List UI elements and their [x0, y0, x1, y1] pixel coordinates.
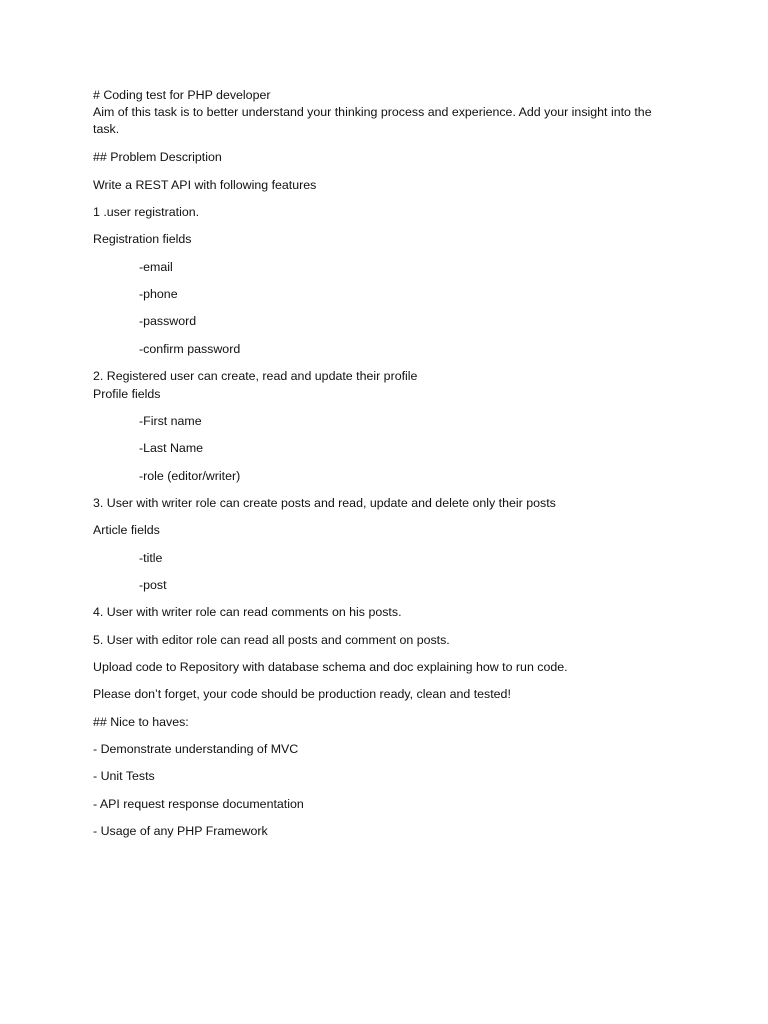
intro-text: Write a REST API with following features [93, 178, 317, 192]
nice-to-have-item: - Demonstrate understanding of MVC [93, 742, 299, 756]
feature-item-5: 5. User with editor role can read all posts and comment on posts. [93, 633, 450, 647]
document-title: # Coding test for PHP developer [93, 88, 271, 102]
registration-field: -email [139, 260, 173, 274]
upload-instructions: Upload code to Repository with database schema and doc explaining how to run code. [93, 660, 568, 674]
registration-fields-heading: Registration fields [93, 232, 192, 246]
reminder-text: Please don’t forget, your code should be production ready, clean and tested! [93, 687, 511, 701]
nice-to-haves-heading: ## Nice to haves: [93, 715, 189, 729]
feature-item-3: 3. User with writer role can create posts and read, update and delete only their posts [93, 496, 556, 510]
profile-fields-heading: Profile fields [93, 387, 161, 401]
profile-field: -role (editor/writer) [139, 469, 241, 483]
article-field: -post [139, 578, 167, 592]
article-fields-heading: Article fields [93, 523, 160, 537]
profile-field: -First name [139, 414, 202, 428]
problem-heading: ## Problem Description [93, 150, 222, 164]
registration-field: -confirm password [139, 342, 241, 356]
feature-item-2: 2. Registered user can create, read and update their profile [93, 369, 418, 383]
nice-to-have-item: - Unit Tests [93, 769, 155, 783]
feature-item-1: 1 .user registration. [93, 205, 200, 219]
profile-field: -Last Name [139, 441, 204, 455]
nice-to-have-item: - API request response documentation [93, 797, 304, 811]
aim-paragraph: Aim of this task is to better understand your thinking process and experience. Add your insight into the task. [93, 105, 652, 136]
nice-to-have-item: - Usage of any PHP Framework [93, 824, 268, 838]
registration-field: -phone [139, 287, 178, 301]
article-field: -title [139, 551, 163, 565]
feature-item-4: 4. User with writer role can read comments on his posts. [93, 605, 402, 619]
registration-field: -password [139, 314, 197, 328]
